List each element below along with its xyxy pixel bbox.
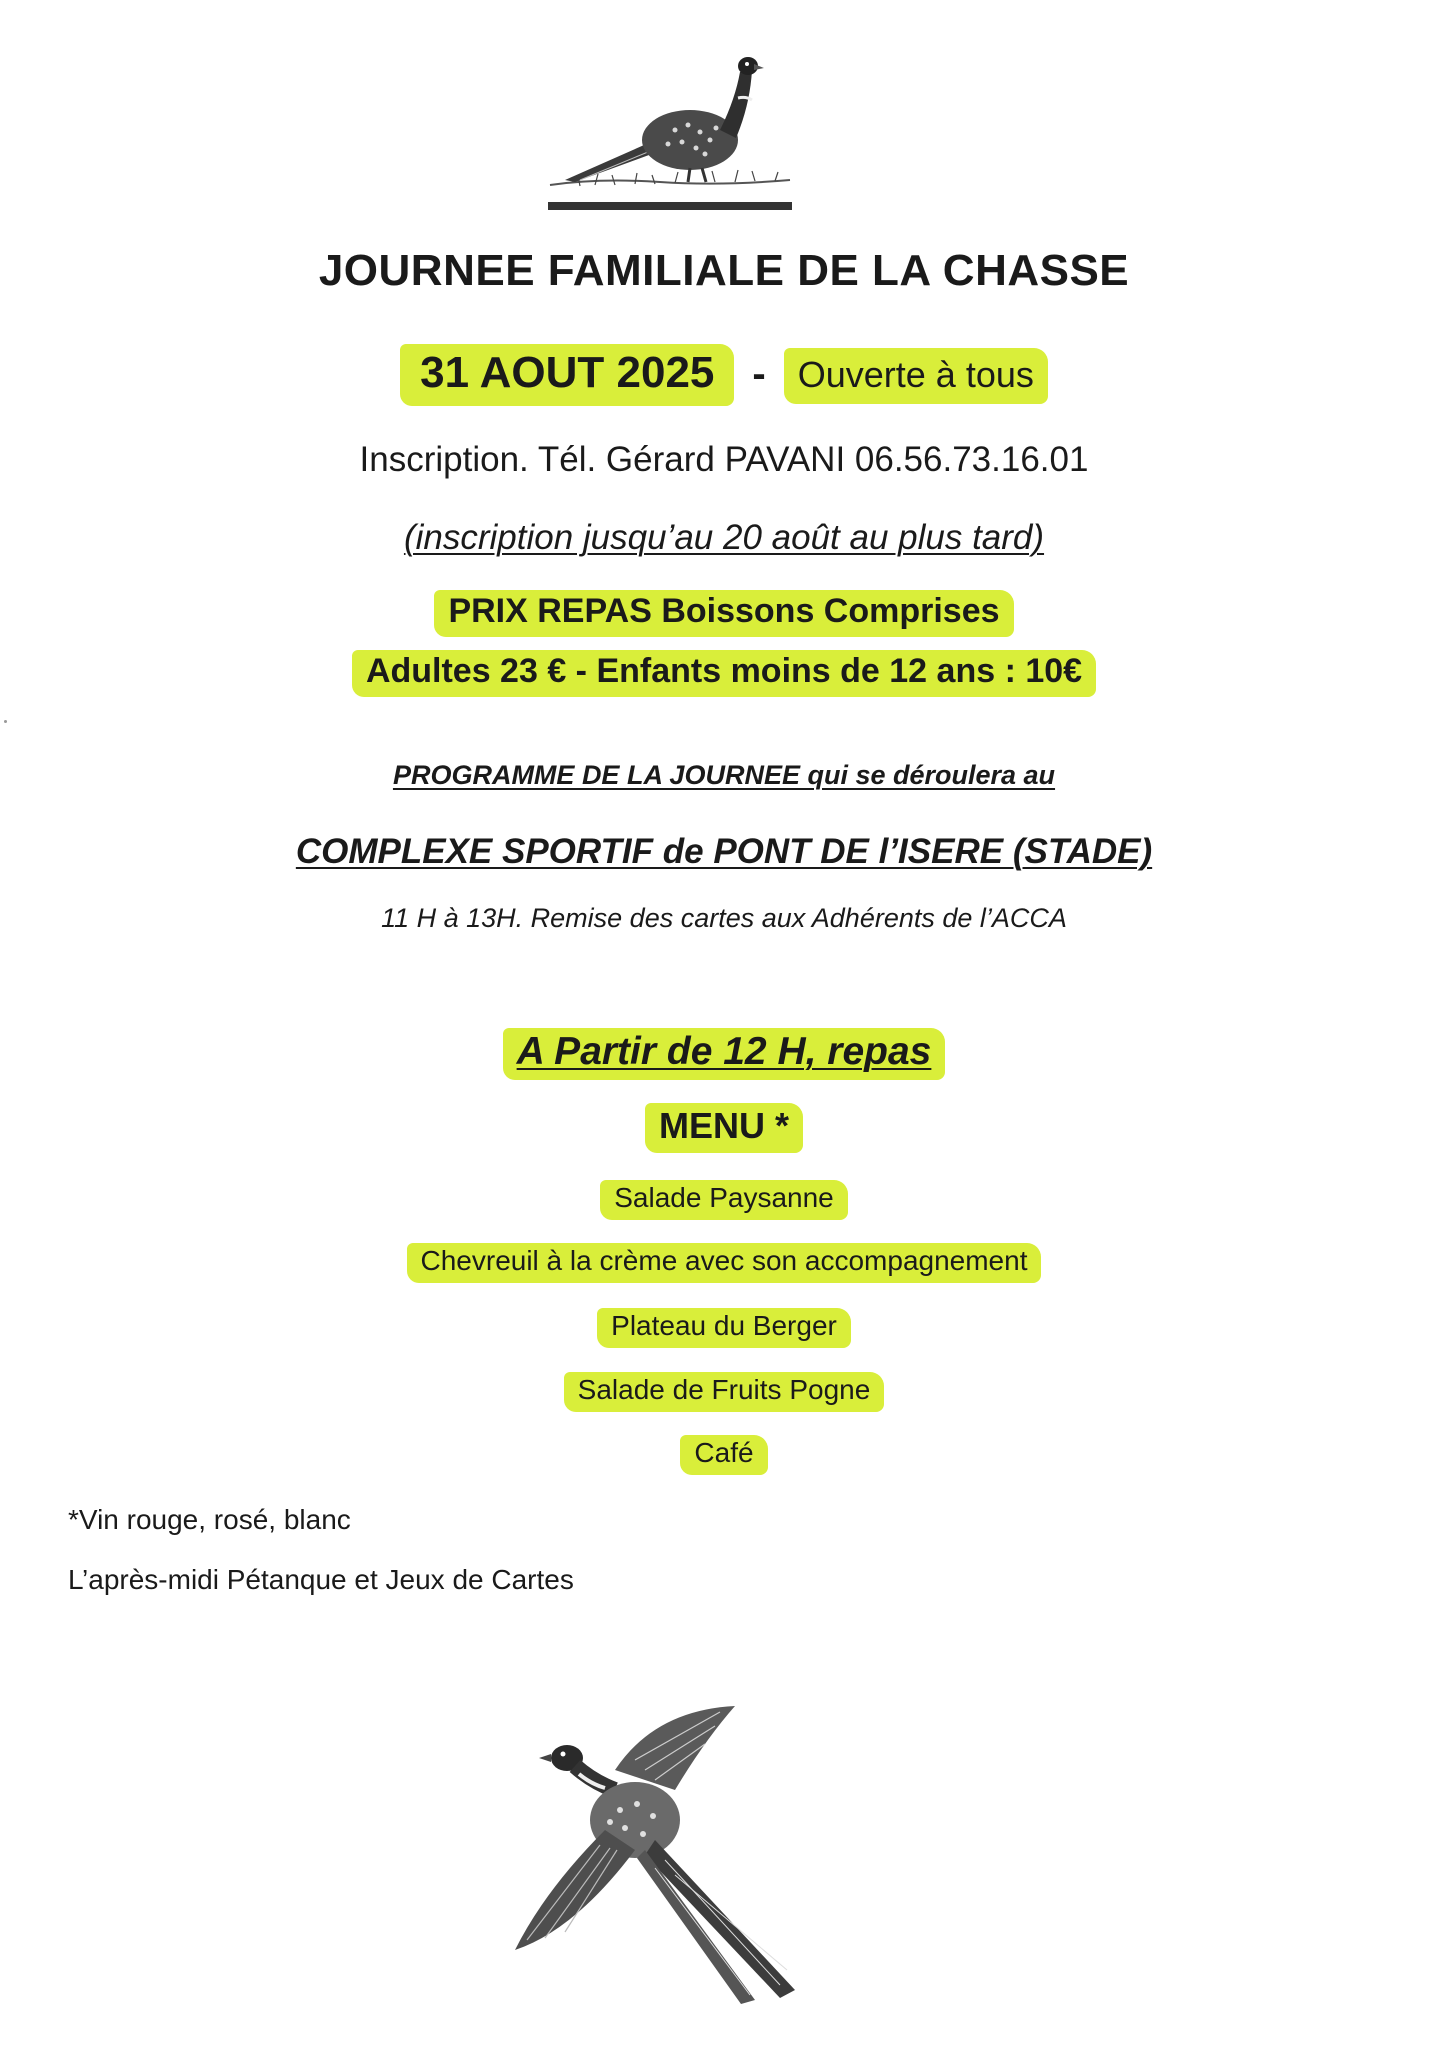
programme-heading-row: [0, 760, 1448, 791]
cards-schedule: 11 H à 13H. Remise des cartes aux Adhérents de l’ACCA: [381, 903, 1067, 933]
price-detail-row: [0, 650, 1448, 697]
menu-item-row: [0, 1243, 1448, 1283]
event-title: JOURNEE FAMILIALE DE LA CHASSE: [318, 246, 1130, 295]
lunch-time: A Partir de 12 H, repas: [503, 1028, 946, 1080]
menu-item: Chevreuil à la crème avec son accompagnement: [407, 1243, 1042, 1283]
menu-item-row: [0, 1372, 1448, 1412]
menu-item-row: [0, 1180, 1448, 1220]
date-row: [0, 344, 1448, 406]
menu-title: MENU *: [645, 1103, 803, 1153]
afternoon-activities: L’après-midi Pétanque et Jeux de Cartes: [68, 1564, 574, 1595]
price-title: PRIX REPAS Boissons Comprises: [434, 590, 1013, 637]
scan-speck: [4, 720, 7, 723]
wine-note: *Vin rouge, rosé, blanc: [68, 1504, 351, 1535]
menu-item-row: [0, 1435, 1448, 1475]
price-title-row: [0, 590, 1448, 637]
menu-item: Salade Paysanne: [600, 1180, 848, 1220]
inscription-contact: Inscription. Tél. Gérard PAVANI 06.56.73.16.01: [359, 440, 1089, 479]
programme-heading: PROGRAMME DE LA JOURNEE qui se déroulera au: [392, 760, 1056, 790]
menu-title-row: [0, 1103, 1448, 1153]
venue-row: [0, 832, 1448, 872]
open-to-all: Ouverte à tous: [784, 348, 1048, 404]
pheasant-standing-icon: [540, 30, 800, 220]
menu-item-row: [0, 1308, 1448, 1348]
venue: COMPLEXE SPORTIF de PONT DE l’ISERE (STADE): [295, 832, 1153, 871]
menu-item: Plateau du Berger: [597, 1308, 851, 1348]
event-date: 31 AOUT 2025: [400, 344, 734, 406]
pheasant-flying-icon: [505, 1700, 805, 2010]
price-detail: Adultes 23 € - Enfants moins de 12 ans : 10€: [352, 650, 1096, 697]
menu-item: Café: [680, 1435, 767, 1475]
lunch-row: [0, 1028, 1448, 1080]
menu-item: Salade de Fruits Pogne: [564, 1372, 885, 1412]
inscription-deadline: (inscription jusqu’au 20 août au plus tard): [403, 518, 1045, 557]
date-separator: -: [752, 352, 766, 396]
